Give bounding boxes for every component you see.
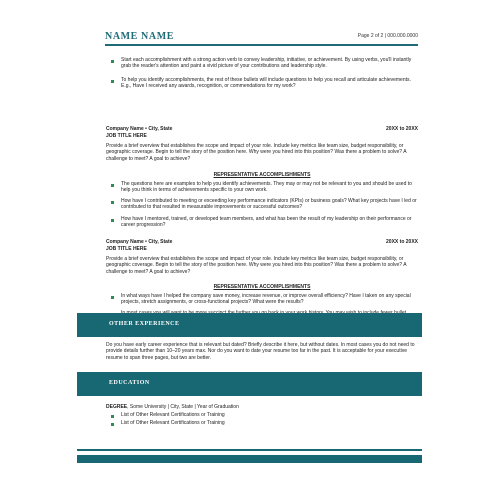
accomplishments-heading: REPRESENTATIVE ACCOMPLISHMENTS [213, 172, 311, 178]
education-item: List of Other Relevant Certifications or Training [121, 420, 225, 426]
accomplishment-bullet: The questions here are examples to help you identify achievements. They may or may not be relevant to you and should be used to help you think in terms of achievements specific to your own work. [121, 181, 412, 194]
section-heading: EDUCATION [109, 380, 150, 386]
education-item: List of Other Relevant Certifications or Training [121, 412, 225, 418]
job-overview: Provide a brief overview that establishes the scope and impact of your role. Include key metrics like team size, budget responsibility, or geographic coverage. Begin to tell the story of the position here. Why were you hired into this position? Was there a problem to solve? A challenge to meet? A goal to achieve? [106, 143, 407, 162]
education-degree: DEGREE, Some University | City, State | Year of Graduation [106, 404, 239, 410]
bullet-icon [111, 415, 114, 418]
footer-rule-thick [77, 455, 422, 463]
bullet-icon [111, 184, 114, 187]
bullet-icon [111, 423, 114, 426]
education-band [77, 372, 422, 396]
accomplishment-bullet: How have I contributed to meeting or exceeding key performance indicators (KPIs) or business goals? What key projects have I led or contributed to that resulted in measurable improvements or successful outcomes? [121, 198, 417, 211]
job-title: JOB TITLE HERE [106, 133, 147, 139]
other-experience-band [77, 313, 422, 337]
header-rule [105, 44, 418, 46]
accomplishment-bullet: How have I mentored, trained, or developed team members, and what has been the result of my leadership on their performance or career progression? [121, 216, 412, 229]
job-overview: Provide a brief overview that establishes the scope and impact of your role. Include key metrics like team size, budget responsibility, or geographic coverage. Begin to tell the story of the position here. Why were you hired into this position? Was there a problem to solve? A challenge to meet? A goal to achieve? [106, 256, 407, 275]
accomplishments-heading: REPRESENTATIVE ACCOMPLISHMENTS [213, 284, 311, 290]
bullet-icon [111, 219, 114, 222]
page-info: Page 2 of 2 | 000.000.0000 [357, 33, 418, 39]
intro-bullet: Start each accomplishment with a strong action verb to convey leadership, initiative, or achievement. By using verbs, you'll instantly grab the reader's attention and paint a vivid picture of your contributions and leadership style. [121, 57, 412, 70]
footer-rule-thin [77, 449, 422, 451]
page-header [105, 31, 418, 45]
bullet-icon [111, 80, 114, 83]
bullet-icon [111, 60, 114, 63]
job-title: JOB TITLE HERE [106, 246, 147, 252]
bullet-icon [111, 296, 114, 299]
bullet-icon [111, 201, 114, 204]
job-company: Company Name • City, State [106, 239, 173, 245]
accomplishment-bullet: In what ways have I helped the company save money, increase revenue, or improve overall efficiency? Have I taken on any special projects, stretch assignments, or cross-functional projects? What were the results? [121, 293, 411, 306]
intro-bullet: To help you identify accomplishments, the rest of these bullets will include questions to help you recall and articulate achievements. E.g., Have I received any awards, recognition, or commendations for my work? [121, 77, 411, 90]
other-experience-text: Do you have early career experience that is relevant but dated? Briefly describe it here, but without dates. In most cases you do not need to provide details further than 10–20 years max. Nor do you want to date your resume too far in the past. It is acceptable for your executive resume to span three pages, but two are better. [106, 342, 415, 361]
job-company: Company Name • City, State [106, 126, 173, 132]
candidate-name: NAME NAME [105, 31, 175, 42]
section-heading: OTHER EXPERIENCE [109, 321, 180, 327]
